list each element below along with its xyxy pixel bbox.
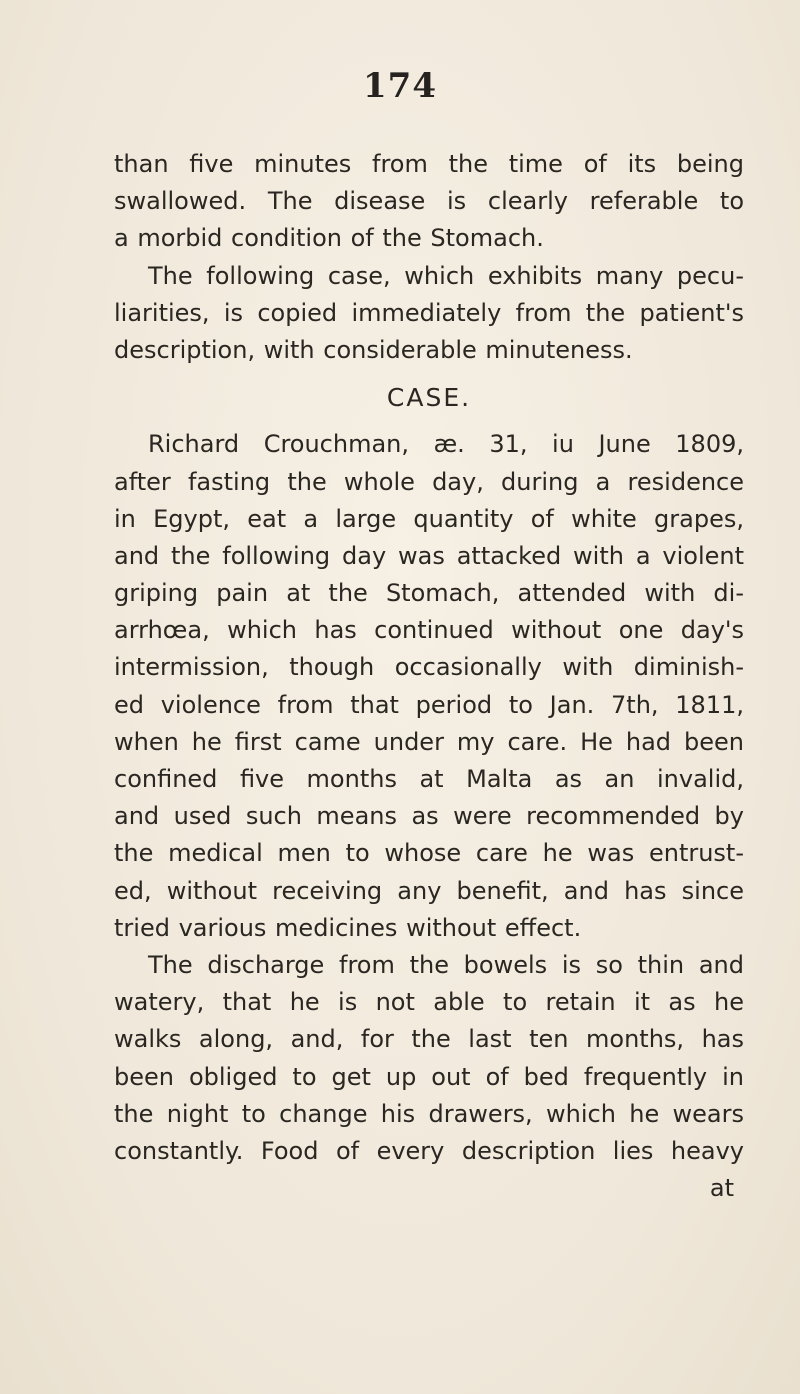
text-line-19: the medical men to whose care he was entrust- bbox=[114, 839, 744, 868]
text-line-26: the night to change his drawers, which he wears bbox=[114, 1099, 744, 1128]
text-line-17: confined five months at Malta as an invalid, bbox=[114, 765, 744, 793]
text-line-3: a morbid condition of the Stomach. bbox=[114, 224, 544, 253]
text-line-15: ed violence from that period to Jan. 7th, 1811, bbox=[114, 690, 744, 719]
text-line-21: tried various medicines without effect. bbox=[114, 913, 582, 942]
text-line-1: than five minutes from the time of its being bbox=[114, 150, 744, 178]
text-line-13: arrhœa, which has continued without one day's bbox=[114, 616, 744, 645]
text-line-27: constantly. Food of every description lies heavy bbox=[114, 1136, 744, 1165]
text-line-5: liarities, is copied immediately from the patient's bbox=[114, 298, 744, 327]
section-heading: CASE. bbox=[386, 383, 472, 413]
text-line-9: after fasting the whole day, during a residence bbox=[114, 467, 744, 496]
text-line-8: Richard Crouchman, æ. 31, iu June 1809, bbox=[148, 430, 744, 459]
text-line-20: ed, without receiving any benefit, and has since bbox=[114, 876, 744, 905]
text-line-23: watery, that he is not able to retain it as he bbox=[114, 988, 744, 1017]
page-number: 174 bbox=[363, 66, 437, 106]
text-line-16: when he first came under my care. He had been bbox=[114, 727, 744, 756]
text-line-25: been obliged to get up out of bed frequently in bbox=[114, 1062, 744, 1091]
text-line-14: intermission, though occasionally with diminish- bbox=[114, 653, 744, 682]
spacer bbox=[114, 416, 744, 426]
text-line-4: The following case, which exhibits many pecu- bbox=[148, 261, 744, 290]
body-text bbox=[114, 146, 744, 1207]
spacer bbox=[114, 369, 744, 379]
text-line-6: description, with considerable minuteness. bbox=[114, 335, 633, 364]
text-line-18: and used such means as were recommended by bbox=[114, 802, 744, 831]
text-line-12: griping pain at the Stomach, attended with di- bbox=[114, 579, 744, 608]
text-line-24: walks along, and, for the last ten months, has bbox=[114, 1025, 744, 1054]
text-line-11: and the following day was attacked with a violent bbox=[114, 541, 744, 570]
catchword: at bbox=[709, 1174, 734, 1203]
text-line-22: The discharge from the bowels is so thin and bbox=[148, 950, 744, 979]
text-line-2: swallowed. The disease is clearly referable to bbox=[114, 187, 744, 216]
text-line-10: in Egypt, eat a large quantity of white grapes, bbox=[114, 504, 744, 533]
